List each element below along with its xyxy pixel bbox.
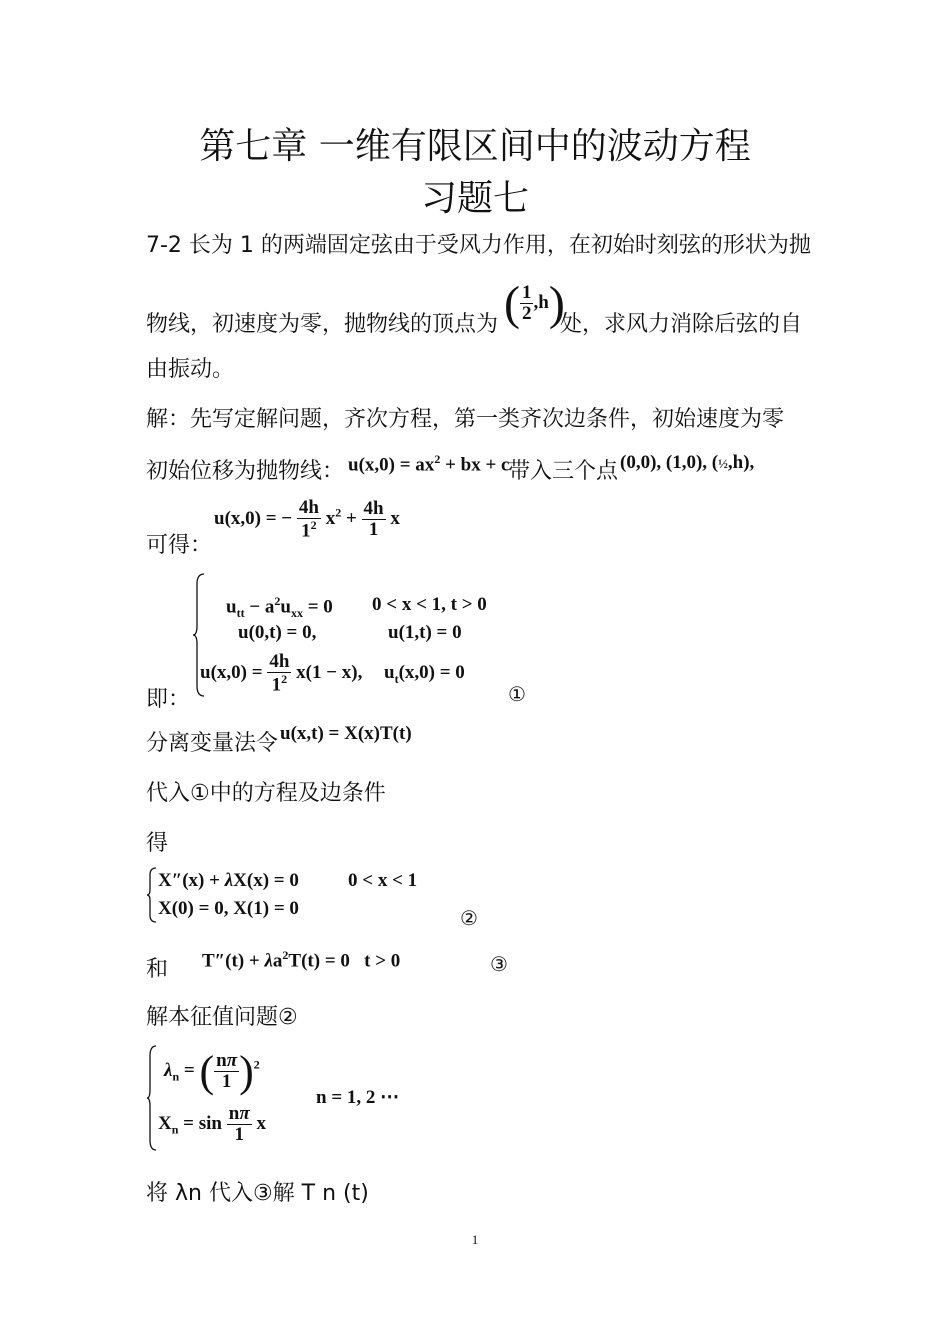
chapter-title: 第七章 一维有限区间中的波动方程 (199, 126, 751, 167)
initial-position-condition: u(x,0) = $\frac{4h}{1^2}$ x(1 − x), (200, 651, 363, 696)
eigen-index: n = 1, 2 ⋯ (316, 1087, 400, 1108)
solution-line-5: 分离变量法令 (146, 731, 279, 756)
page-number: 1 (471, 1232, 479, 1247)
solution-line-9: 解本征值问题② (146, 1005, 298, 1030)
initial-velocity-condition: $u_t(x,0) = 0$ (384, 662, 465, 686)
solution-line-2a: 初始位移为抛物线： (146, 459, 345, 484)
equation-marker-2: ② (460, 906, 478, 930)
solution-line-3: 可得： (146, 533, 213, 558)
problem-line-1: 7-2 长为 1 的两端固定弦由于受风力作用，在初始时刻弦的形状为抛 (146, 233, 811, 258)
wave-domain: 0 < x < 1, t > 0 (372, 594, 487, 615)
solution-line-2b: 带入三个点 (508, 459, 619, 484)
separation-formula: u(x,t) = X(x)T(t) (280, 723, 412, 744)
wave-equation: $u_{tt} - a^2u_{xx} = 0$ (226, 594, 333, 621)
three-points-formula: (0,0), (1,0), (½,h), (620, 452, 755, 473)
equation-marker-3: ③ (490, 952, 508, 976)
eigen-ode: X″(x) + λX(x) = 0 (158, 870, 299, 891)
left-boundary-condition: u(0,t) = 0, (238, 622, 317, 643)
problem-line-2a: 物线，初速度为零，抛物线的顶点为 (146, 312, 499, 337)
parabola-formula: $u(x,0) = ax^2$ + bx + c (348, 452, 510, 476)
eigen-domain: 0 < x < 1 (348, 870, 418, 891)
right-boundary-condition: u(1,t) = 0 (388, 622, 462, 643)
time-ode: $T''(t) + \lambda a^2T(t) = 0$ t > 0 (202, 948, 401, 972)
problem-line-2b: 处，求风力消除后弦的自 (560, 312, 803, 337)
solution-line-10: 将 λn 代入③解 T n (t) (146, 1181, 369, 1206)
initial-displacement-formula: u(x,0) = − $\frac{4h}{1^2}$ $x^2$ + $\frac{4h}{1}$ x (214, 497, 400, 542)
system-2-brace (146, 866, 158, 924)
solution-line-6: 代入①中的方程及边条件 (146, 781, 386, 806)
exercise-title: 习题七 (420, 178, 529, 219)
solution-line-8: 和 (146, 957, 169, 982)
eigen-boundary: X(0) = 0, X(1) = 0 (158, 898, 299, 919)
eigen-solution-brace (146, 1044, 158, 1152)
problem-line-3: 由振动。 (146, 357, 235, 382)
eigenvalue-formula: $\lambda_n$ = ( $\frac{n\pi}{1}$ )$^2$ (164, 1047, 260, 1096)
vertex-point-formula: ( $\frac{1}{2}$ ,h) (504, 277, 565, 330)
equation-marker-1: ① (508, 682, 526, 706)
eigenfunction-formula: $X_n = \sin$ $\frac{n\pi}{1}$ x (158, 1103, 266, 1145)
solution-line-7: 得 (146, 831, 169, 856)
solution-line-4: 即： (146, 687, 191, 712)
solution-line-1: 解：先写定解问题，齐次方程，第一类齐次边条件，初始速度为零 (146, 407, 785, 432)
